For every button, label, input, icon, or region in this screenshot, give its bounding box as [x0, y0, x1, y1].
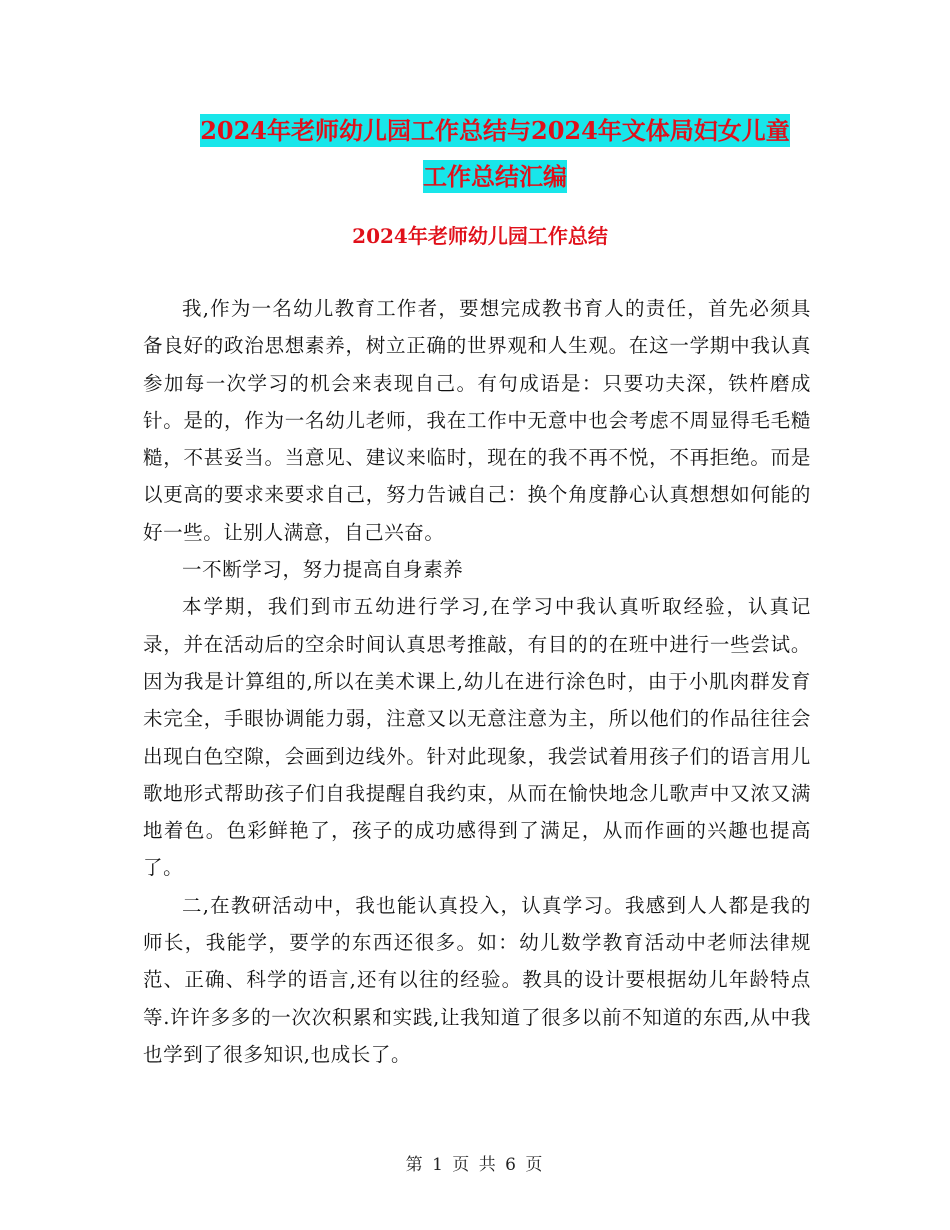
document-body — [143, 290, 811, 1073]
paragraph-1: 我,作为一名幼儿教育工作者，要想完成教书育人的责任，首先必须具备良好的政治思想素养，树立正确的世界观和人生观。在这一学期中我认真参加每一次学习的机会来表现自己。有句成语是：只要功夫深，铁杵磨成针。是的，作为一名幼儿老师，我在工作中无意中也会考虑不周显得毛毛糙糙，不甚妥当。当意见、建议来临时，现在的我不再不悦，不再拒绝。而是以更高的要求来要求自己，努力告诫自己：换个角度静心认真想想如何能的好一些。让别人满意，自己兴奋。 — [143, 297, 811, 544]
page-footer: 第 1 页 共 6 页 — [405, 1155, 545, 1175]
paragraph-4: 二,在教研活动中，我也能认真投入，认真学习。我感到人人都是我的师长，我能学，要学的东西还很多。如：幼儿数学教育活动中老师法律规范、正确、科学的语言,还有以往的经验。教具的设计要根据幼儿年龄特点等.许许多多的一次次积累和实践,让我知道了很多以前不知道的东西,从中我也学到了很多知识,也成长了。 — [143, 893, 811, 1066]
paragraph-3: 本学期，我们到市五幼进行学习,在学习中我认真听取经验，认真记录，并在活动后的空余时间认真思考推敲，有目的的在班中进行一些尝试。因为我是计算组的,所以在美术课上,幼儿在进行涂色时，由于小肌肉群发育未完全，手眼协调能力弱，注意又以无意注意为主，所以他们的作品往往会出现白色空隙，会画到边线外。针对此现象，我尝试着用孩子们的语言用儿歌地形式帮助孩子们自我提醒自我约束，从而在愉快地念儿歌声中又浓又满地着色。色彩鲜艳了，孩子的成功感得到了满足，从而作画的兴趣也提高了。 — [143, 595, 811, 880]
title-line-2: 工作总结汇编 — [423, 162, 567, 191]
section-title: 2024年老师幼儿园工作总结 — [352, 224, 608, 248]
document-title — [140, 108, 850, 200]
paragraph-2: 一不断学习，努力提高自身素养 — [182, 558, 464, 582]
title-line-1: 2024年老师幼儿园工作总结与2024年文体局妇女儿童 — [200, 116, 790, 145]
